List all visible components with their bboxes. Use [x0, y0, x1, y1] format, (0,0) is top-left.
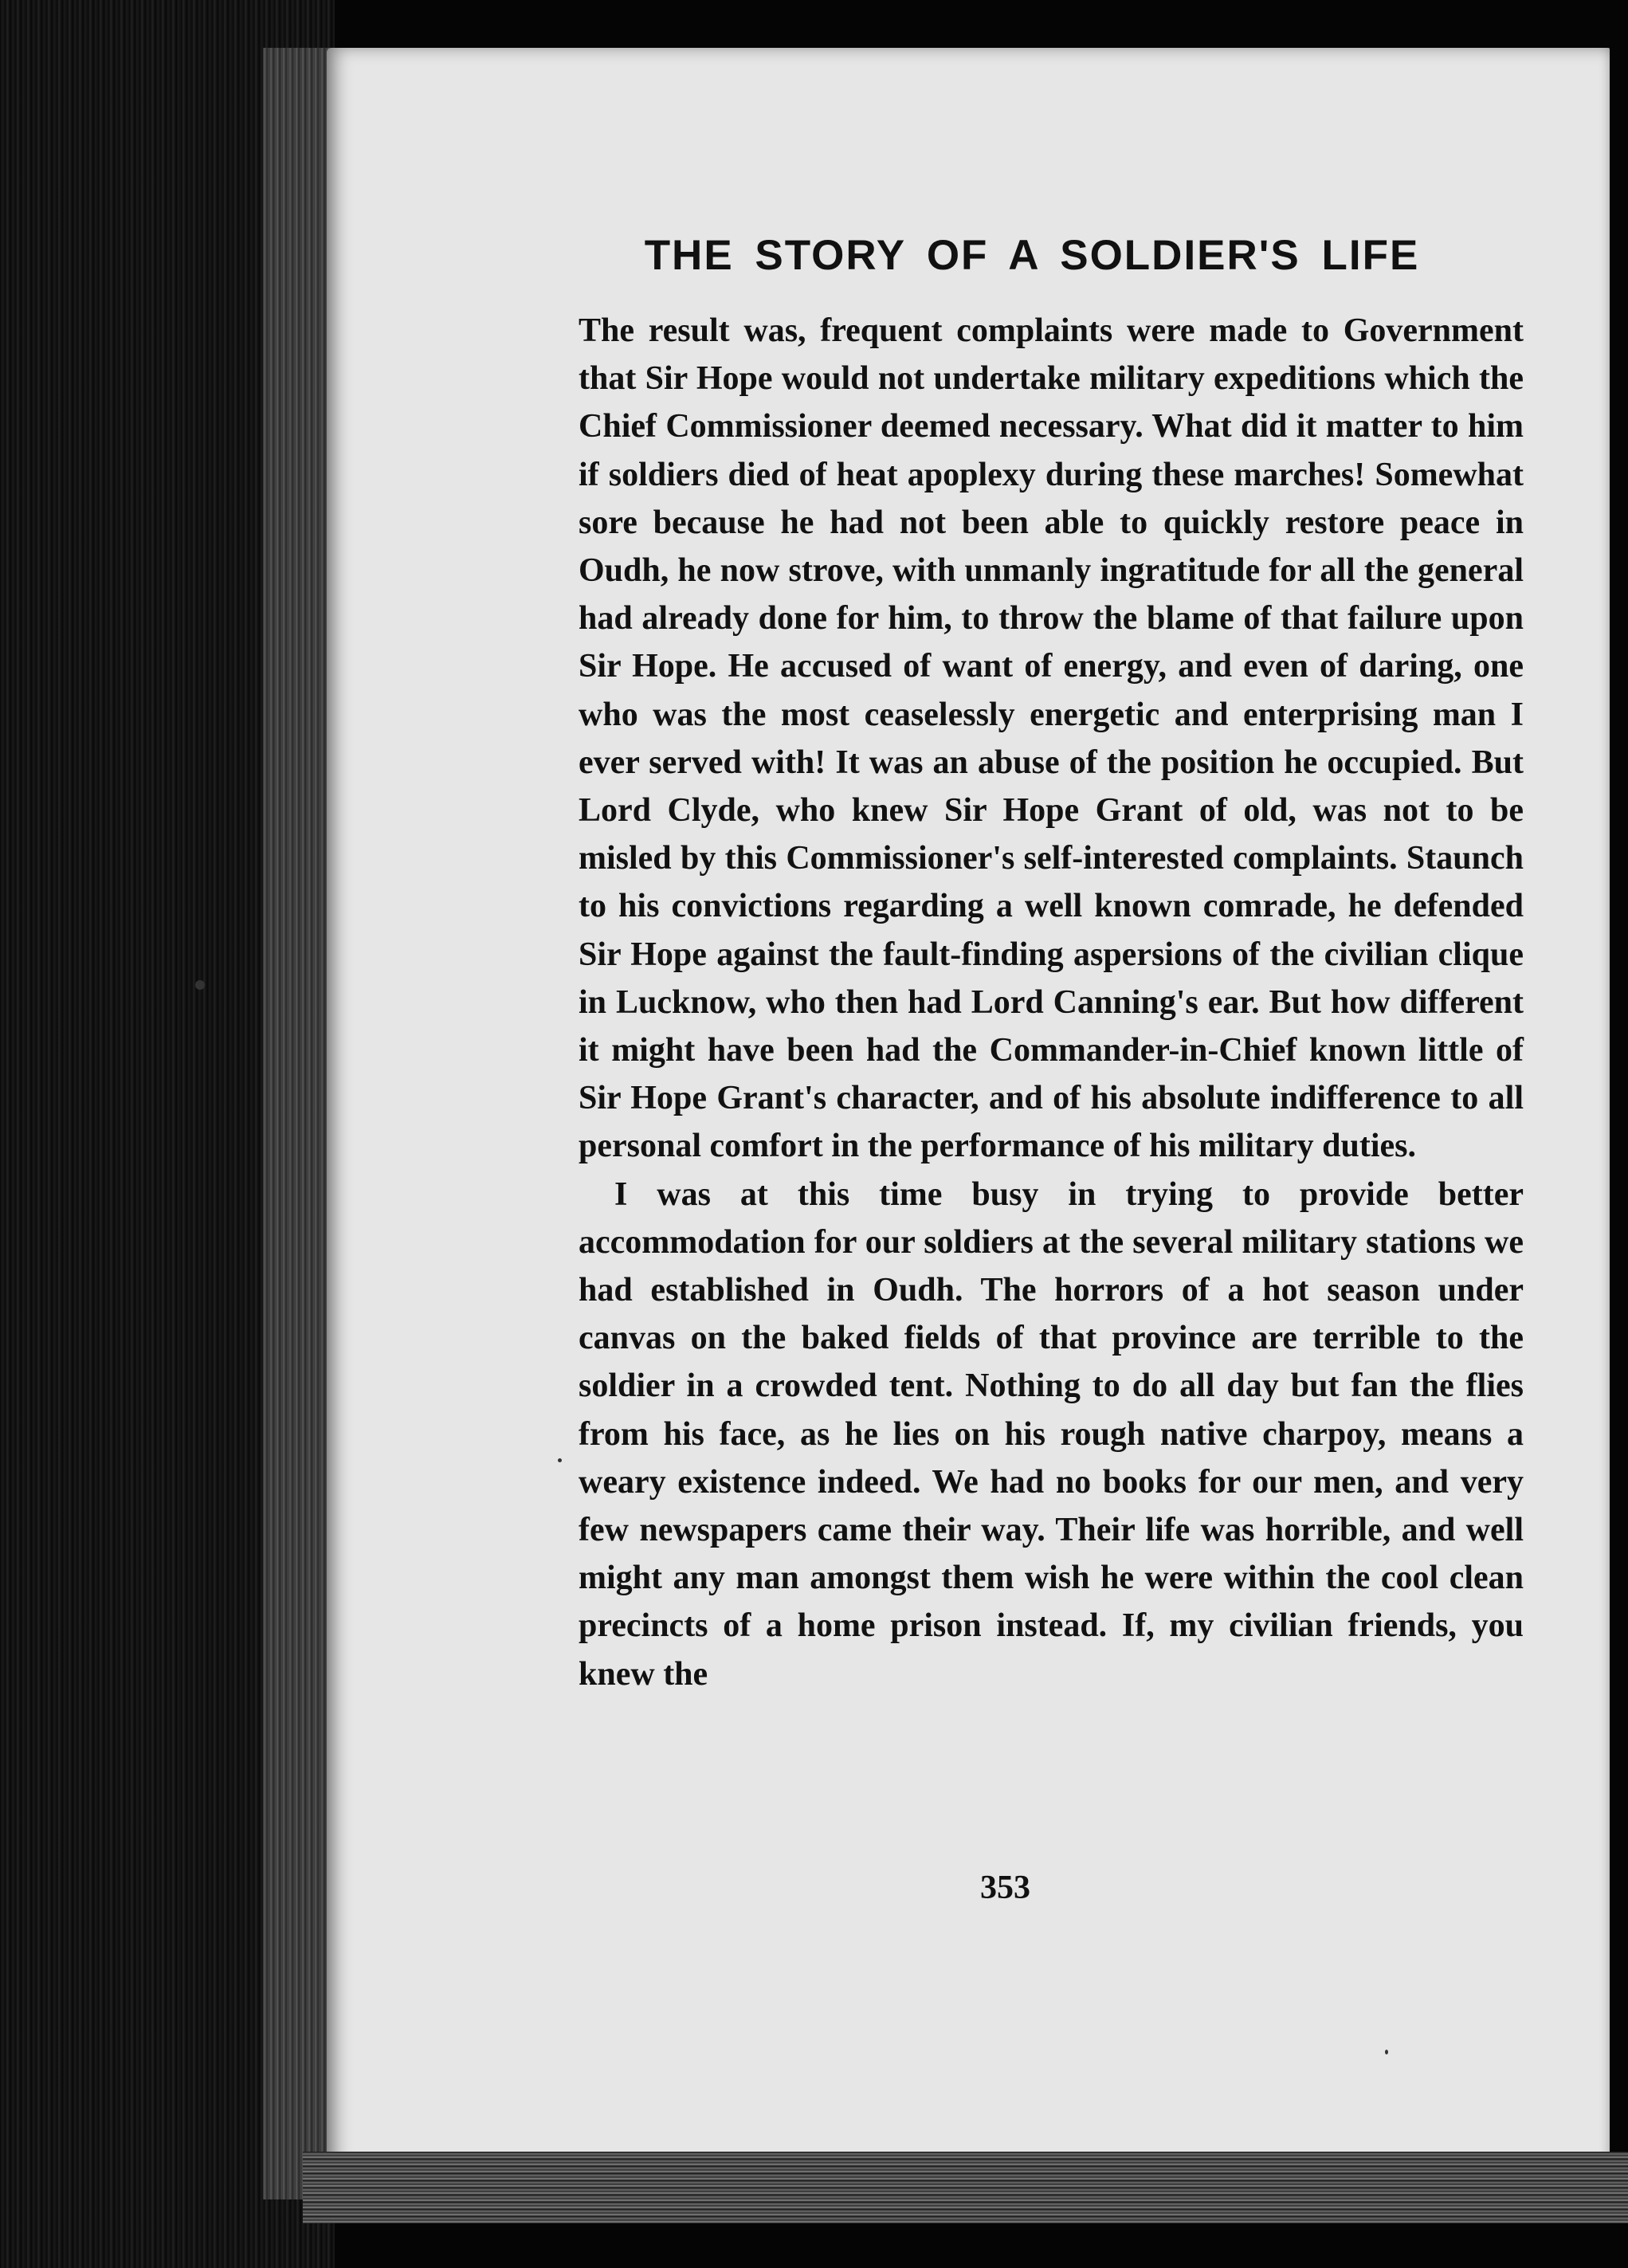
- dust-speck: [1385, 2050, 1388, 2054]
- page-number: 353: [980, 1870, 1030, 1906]
- page-bottom-edge: [303, 2152, 1628, 2223]
- running-head: THE STORY OF A SOLDIER'S LIFE: [644, 232, 1420, 279]
- page-stack-edge: [263, 48, 335, 2199]
- dust-speck: [558, 1458, 562, 1462]
- paragraph-2: I was at this time busy in trying to provide better accommodation for our soldiers at the several military stations we had established in Oudh. The horrors of a hot season under canvas on the baked fields of that province are terrible to the soldier in a crowded tent. Nothing to do all day but fan the flies from his face, as he lies on his rough native charpoy, means a weary existence indeed. We had no books for our men, and very few newspapers came their way. Their life was horrible, and well might any man amongst them wish he were within the cool clean precincts of a home prison instead. If, my civilian friends, you knew the: [579, 1175, 1524, 1693]
- dust-speck: [195, 980, 205, 990]
- body-text: [579, 307, 1524, 1698]
- paragraph-1: The result was, frequent complaints were made to Government that Sir Hope would not undertake military expeditions which the Chief Commissioner deemed necessary. What did it matter to him if soldiers died of heat apoplexy during these marches! Somewhat sore because he had not been able to quickly restore peace in Oudh, he now strove, with unmanly ingratitude for all the general had already done for him, to throw the blame of that failure upon Sir Hope. He accused of want of energy, and even of daring, one who was the most ceaselessly energetic and enterprising man I ever served with! It was an abuse of the position he occupied. But Lord Clyde, who knew Sir Hope Grant of old, was not to be misled by this Commissioner's self-interested complaints. Staunch to his convictions regarding a well known comrade, he defended Sir Hope against the fault-finding aspersions of the civilian clique in Lucknow, who then had Lord Canning's ear. But how different it might have been had the Commander-in-Chief known little of Sir Hope Grant's character, and of his absolute indifference to all personal comfort in the performance of his military duties.: [579, 312, 1524, 1165]
